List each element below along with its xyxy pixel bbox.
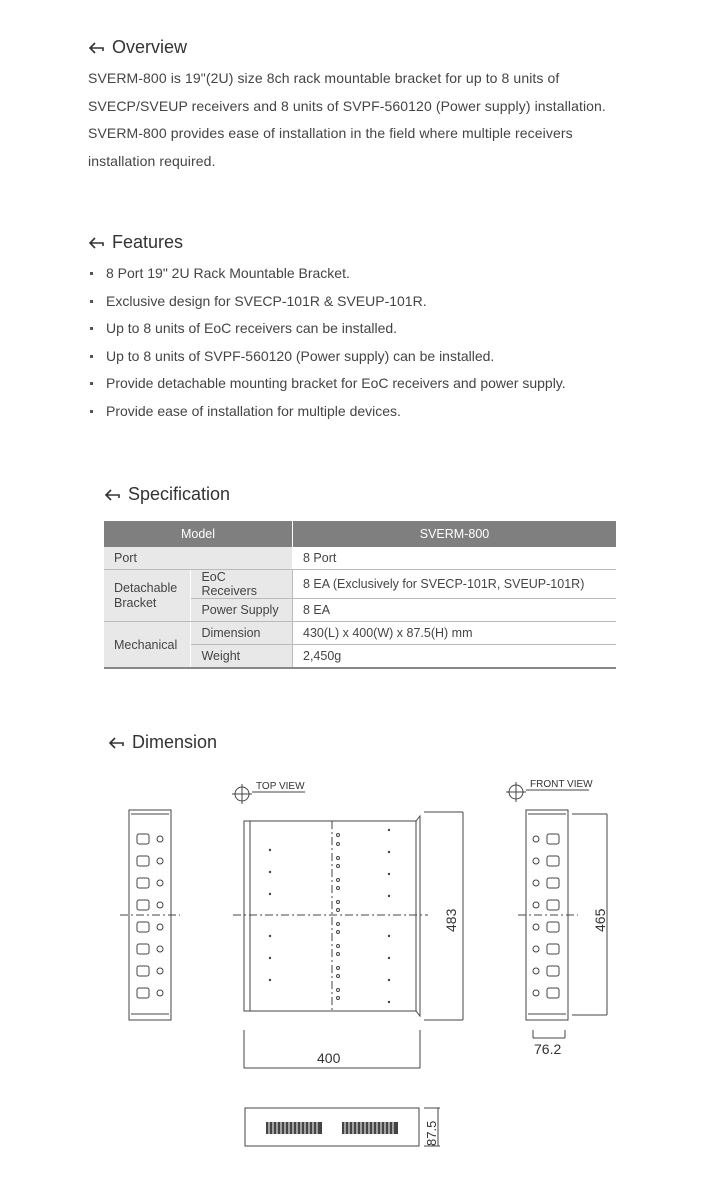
dimension-title: Dimension xyxy=(132,732,218,752)
feature-text: Up to 8 units of EoC receivers can be installed. xyxy=(106,320,398,337)
overview-text xyxy=(88,65,668,175)
front-height-label: 465 xyxy=(592,908,608,932)
specification-heading xyxy=(104,484,230,505)
model-value-header: SVERM-800 xyxy=(293,521,617,547)
spec-table xyxy=(104,521,616,669)
list-item xyxy=(88,315,688,343)
overview-line: SVERM-800 provides ease of installation in the field where multiple receivers xyxy=(88,125,573,141)
side-height-label: 87.5 xyxy=(424,1120,439,1146)
power-label: Power Supply xyxy=(191,599,293,622)
overview-heading xyxy=(88,37,187,58)
port-value: 8 Port xyxy=(293,547,617,570)
dimension-drawing xyxy=(0,760,720,1200)
feature-text: Exclusive design for SVECP-101R & SVEUP-101R. xyxy=(106,292,427,309)
overview-line: SVECP/SVEUP receivers and 8 units of SVPF-560120 (Power supply) installation. xyxy=(88,97,606,114)
list-item xyxy=(88,398,688,426)
feature-text: Provide detachable mounting bracket for EoC receivers and power supply. xyxy=(106,375,566,392)
eoc-value: 8 EA (Exclusively for SVECP-101R, SVEUP-101R) xyxy=(293,570,617,599)
overview-line: installation required. xyxy=(88,152,216,169)
port-label: Port xyxy=(104,547,293,570)
dimension-value: 430(L) x 400(W) x 87.5(H) mm xyxy=(293,622,617,645)
overview-line: SVERM-800 is 19"(2U) size 8ch rack mountable bracket for up to 8 units of xyxy=(88,70,560,86)
list-item xyxy=(88,260,688,288)
feature-text: Up to 8 units of SVPF-560120 (Power supply) can be installed. xyxy=(106,347,495,364)
bullet-icon xyxy=(90,272,93,275)
features-heading xyxy=(88,232,183,253)
front-width-label: 76.2 xyxy=(534,1041,562,1057)
features-title: Features xyxy=(112,232,184,252)
bullet-icon xyxy=(90,300,93,303)
bullet-icon xyxy=(90,355,93,358)
bullet-icon xyxy=(90,382,93,385)
specification-title: Specification xyxy=(128,484,231,504)
top-view-label: TOP VIEW xyxy=(256,781,305,792)
top-height-label: 483 xyxy=(443,908,459,932)
table-row xyxy=(104,622,616,645)
top-width-label: 400 xyxy=(317,1050,341,1066)
power-value: 8 EA xyxy=(293,599,617,622)
weight-label: Weight xyxy=(191,645,293,669)
features-list xyxy=(88,260,688,426)
table-header-row xyxy=(104,521,616,547)
overview-title: Overview xyxy=(112,37,188,57)
bullet-icon xyxy=(90,410,93,413)
back-arrow-icon xyxy=(104,488,122,502)
back-arrow-icon xyxy=(88,236,106,250)
front-view-label: FRONT VIEW xyxy=(530,779,593,790)
left-panel-drawing xyxy=(120,810,180,1020)
bullet-icon xyxy=(90,327,93,330)
list-item xyxy=(88,370,688,398)
list-item xyxy=(88,343,688,371)
table-row xyxy=(104,547,616,570)
eoc-label: EoC Receivers xyxy=(191,570,293,599)
feature-text: 8 Port 19" 2U Rack Mountable Bracket. xyxy=(106,265,350,281)
detachable-label: Detachable Bracket xyxy=(104,570,191,622)
mechanical-label: Mechanical xyxy=(104,622,191,669)
weight-value: 2,450g xyxy=(293,645,617,669)
feature-text: Provide ease of installation for multiple devices. xyxy=(106,402,401,419)
dimension-heading xyxy=(108,732,217,753)
dimension-label: Dimension xyxy=(191,622,293,645)
model-header: Model xyxy=(104,521,293,547)
back-arrow-icon xyxy=(88,41,106,55)
top-view-drawing xyxy=(232,784,463,1068)
table-row xyxy=(104,570,616,599)
back-arrow-icon xyxy=(108,736,126,750)
list-item xyxy=(88,288,688,316)
